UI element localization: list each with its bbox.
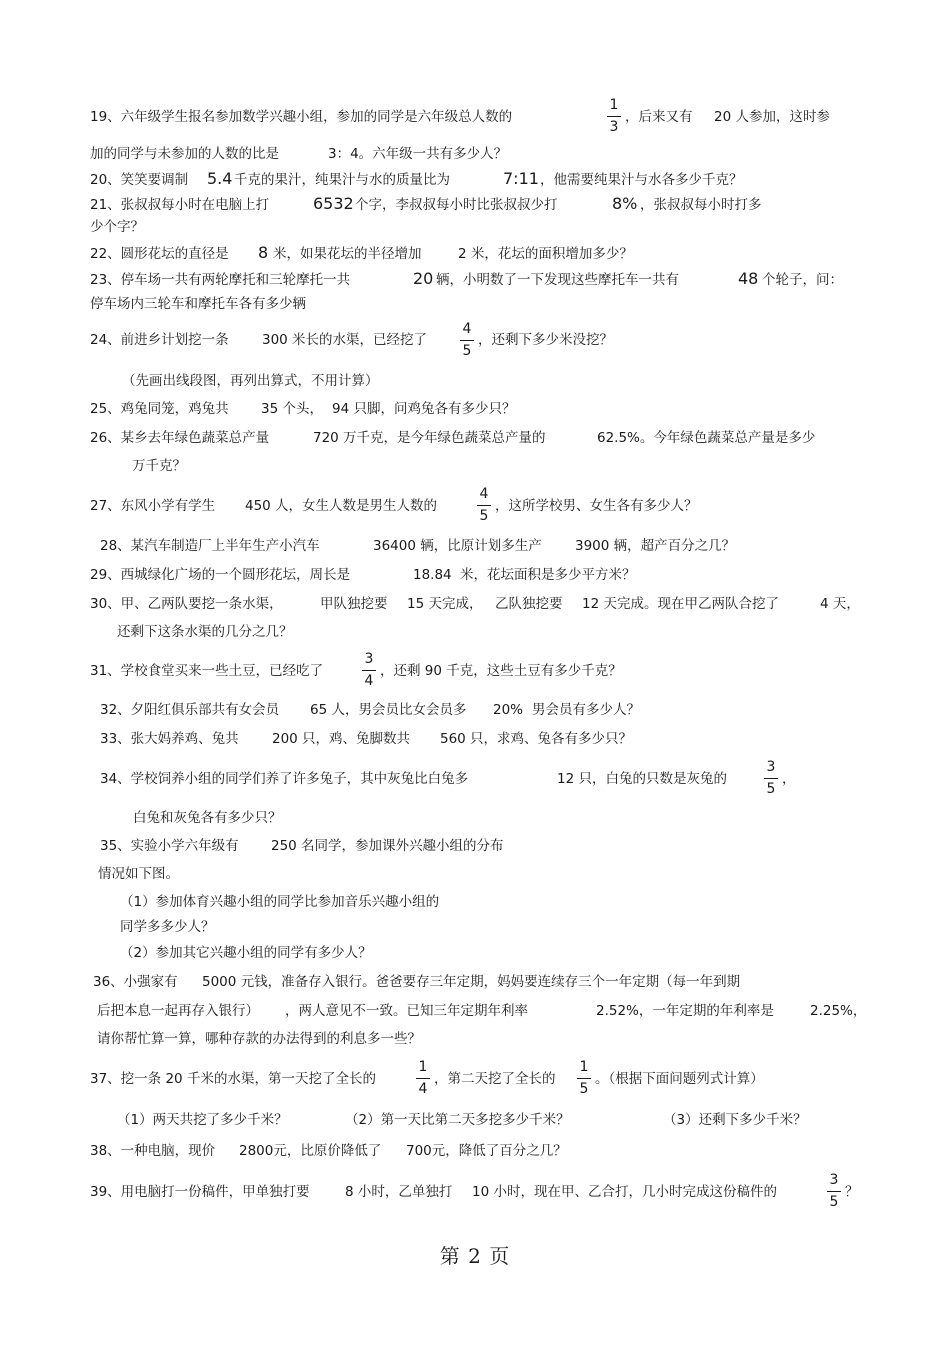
p27-text-c: ，这所学校男、女生各有多少人？ (495, 498, 698, 514)
p37-fraction-1: 1 4 (412, 1058, 434, 1099)
p23-text-a: 23、停车场一共有两轮摩托和三轮摩托一共 (90, 272, 351, 288)
p31-fraction: 3 4 (358, 650, 380, 691)
p24-text-a: 24、前进乡计划挖一条 (90, 332, 229, 348)
p19-text-c: 20 人参加，这时参 (714, 109, 830, 125)
p22-text-b: 8 (258, 243, 269, 262)
p21-text-e: ，张叔叔每小时打多 (640, 197, 762, 213)
p39-text-c: 10 小时，现在甲、乙合打，几小时完成这份稿件的 (472, 1184, 777, 1200)
p32-text-c: 20% (493, 702, 524, 718)
p29-text-b: 18.84 (413, 567, 452, 583)
p37-text-b: ，第二天挖了全长的 (434, 1071, 556, 1087)
p39-text-d: ？ (845, 1184, 859, 1200)
p26-text-b: 720 万千克，是今年绿色蔬菜总产量的 (313, 430, 546, 446)
p25-text-a: 25、鸡兔同笼，鸡兔共 (90, 401, 229, 417)
p34-text-c: ， (782, 771, 796, 787)
p34-text-d: 白兔和灰兔各有多少只？ (133, 810, 282, 826)
p28-text-a: 28、某汽车制造厂上半年生产小汽车 (100, 538, 320, 554)
p27-fraction: 4 5 (473, 485, 495, 526)
p36-text-d: ，两人意见不一致。已知三年定期年利率 (285, 1003, 528, 1019)
p24-text-c: ，还剩下多少米没挖？ (478, 332, 613, 348)
p31-text-b: ，还剩 90 千克，这些土豆有多少千克？ (380, 663, 622, 679)
p30-text-c: 15 天完成， (407, 596, 483, 612)
p32-text-b: 65 人，男会员比女会员多 (310, 702, 467, 718)
p37-question-2: （2）第一天比第二天多挖多少千米？ (345, 1112, 570, 1128)
p24-text-b: 300 米长的水渠，已经挖了 (262, 332, 428, 348)
p25-text-b: 35 个头， (261, 401, 323, 417)
p38-text-c: 700元，降低了百分之几？ (406, 1143, 567, 1159)
p26-text-a: 26、某乡去年绿色蔬菜总产量 (90, 430, 270, 446)
p39-text-b: 8 小时，乙单独打 (345, 1184, 453, 1200)
p34-fraction: 3 5 (760, 758, 782, 799)
p32-text-a: 32、夕阳红俱乐部共有女会员 (100, 702, 280, 718)
p20-text-d: 7:11 (503, 169, 539, 188)
p30-text-f: 4 天， (820, 596, 860, 612)
p21-text-f: 少个字？ (90, 219, 144, 235)
p30-text-a: 30、甲、乙两队要挖一条水渠， (90, 596, 283, 612)
p39-fraction: 3 5 (823, 1171, 845, 1212)
p29-text-c: 米，花坛面积是多少平方米？ (460, 567, 636, 583)
p22-text-a: 22、圆形花坛的直径是 (90, 246, 229, 262)
p24-text-d: （先画出线段图，再列出算式，不用计算） (122, 373, 379, 389)
p36-text-b: 5000 元钱，准备存入银行。爸爸要存三年定期，妈妈要连续存三个一年定期（每一年到期 (202, 974, 741, 990)
p23-text-f: 停车场内三轮车和摩托车各有多少辆 (90, 296, 306, 312)
p35-text-b: 250 名同学，参加课外兴趣小组的分布 (271, 838, 504, 854)
p19-text-a: 19、六年级学生报名参加数学兴趣小组，参加的同学是六年级总人数的 (90, 109, 513, 125)
p34-text-a: 34、学校饲养小组的同学们养了许多兔子，其中灰兔比白兔多 (100, 771, 469, 787)
p19-text-e: 3：4。六年级一共有多少人？ (328, 146, 508, 162)
p37-text-a: 37、挖一条 20 千米的水渠，第一天挖了全长的 (90, 1071, 376, 1087)
p22-text-c: 米，如果花坛的半径增加 (273, 246, 422, 262)
p21-text-d: 8% (612, 194, 638, 213)
p20-text-b: 5.4 (207, 169, 233, 188)
page-number: 第 2 页 (439, 1244, 511, 1268)
p31-text-a: 31、学校食堂买来一些土豆，已经吃了 (90, 663, 324, 679)
p33-text-c: 560 只，求鸡、兔各有多少只？ (440, 731, 633, 747)
p30-text-g: 还剩下这条水渠的几分之几？ (117, 624, 293, 640)
p20-text-c: 千克的果汁，纯果汁与水的质量比为 (234, 172, 450, 188)
p36-text-g: 请你帮忙算一算，哪种存款的办法得到的利息多一些？ (97, 1031, 421, 1047)
p36-text-f: 2.25%， (810, 1003, 867, 1019)
p37-text-c: 。（根据下面问题列式计算） (595, 1071, 764, 1087)
p35-text-a: 35、实验小学六年级有 (100, 838, 239, 854)
p20-text-a: 20、笑笑要调制 (90, 172, 189, 188)
p23-text-c: 辆，小明数了一下发现这些摩托车一共有 (436, 272, 679, 288)
p38-text-b: 2800元，比原价降低了 (239, 1143, 382, 1159)
p36-text-c: 后把本息一起再存入银行） (97, 1003, 259, 1019)
p25-text-c: 94 只脚，问鸡兔各有多少只？ (332, 401, 516, 417)
p30-text-d: 乙队独挖要 (495, 596, 563, 612)
p26-text-d: 万千克？ (132, 458, 186, 474)
p35-text-c: 情况如下图。 (98, 866, 179, 882)
p35-text-d: （1）参加体育兴趣小组的同学比参加音乐兴趣小组的 (120, 894, 440, 910)
p21-text-a: 21、张叔叔每小时在电脑上打 (90, 197, 270, 213)
p38-text-a: 38、一种电脑，现价 (90, 1143, 216, 1159)
p30-text-e: 12 天完成。现在甲乙两队合挖了 (582, 596, 779, 612)
p35-text-f: （2）参加其它兴趣小组的同学有多少人？ (120, 945, 372, 961)
p19-fraction: 1 3 (603, 96, 625, 137)
p27-text-a: 27、东风小学有学生 (90, 498, 216, 514)
p34-text-b: 12 只，白兔的只数是灰兔的 (557, 771, 727, 787)
p21-text-c: 个字，李叔叔每小时比张叔叔少打 (355, 197, 558, 213)
p30-text-b: 甲队独挖要 (320, 596, 388, 612)
p19-text-b: ，后来又有 (625, 109, 693, 125)
p24-fraction: 4 5 (456, 320, 478, 361)
p21-text-b: 6532 (313, 194, 354, 213)
p36-text-a: 36、小强家有 (93, 974, 178, 990)
p23-text-e: 个轮子，问： (762, 272, 843, 288)
p33-text-a: 33、张大妈养鸡、兔共 (100, 731, 239, 747)
p32-text-d: 男会员有多少人？ (532, 702, 640, 718)
p36-text-e: 2.52%，一年定期的年利率是 (596, 1003, 774, 1019)
p33-text-b: 200 只，鸡、兔脚数共 (272, 731, 411, 747)
p26-text-c: 62.5%。今年绿色蔬菜总产量是多少 (597, 430, 816, 446)
p20-text-e: ，他需要纯果汁与水各多少千克？ (540, 172, 743, 188)
p23-text-b: 20 (413, 269, 434, 288)
p39-text-a: 39、用电脑打一份稿件，甲单独打要 (90, 1184, 310, 1200)
p28-text-b: 36400 辆，比原计划多生产 (373, 538, 542, 554)
p28-text-c: 3900 辆，超产百分之几？ (575, 538, 736, 554)
p27-text-b: 450 人，女生人数是男生人数的 (245, 498, 438, 514)
p35-text-e: 同学多多少人？ (120, 919, 215, 935)
p22-text-d: 2 米，花坛的面积增加多少？ (458, 246, 633, 262)
p37-fraction-2: 1 5 (573, 1058, 595, 1099)
p29-text-a: 29、西城绿化广场的一个圆形花坛，周长是 (90, 567, 351, 583)
p19-text-d: 加的同学与未参加的人数的比是 (90, 146, 279, 162)
p23-text-d: 48 (738, 269, 759, 288)
p37-question-3: （3）还剩下多少千米？ (663, 1112, 807, 1128)
p37-question-1: （1）两天共挖了多少千米？ (117, 1112, 288, 1128)
